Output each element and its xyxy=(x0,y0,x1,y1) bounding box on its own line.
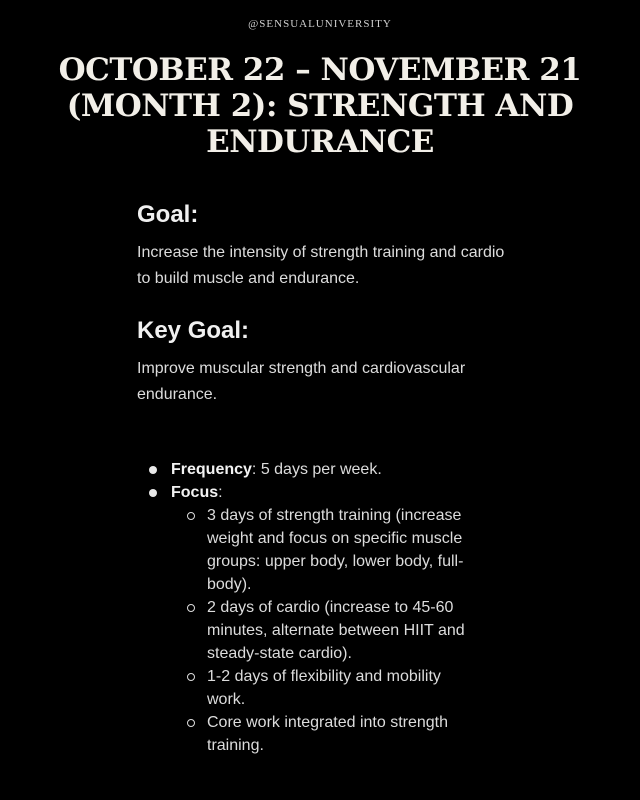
focus-item xyxy=(137,481,507,757)
goal-section xyxy=(137,200,507,292)
goal-heading: Goal: xyxy=(137,201,199,228)
focus-sub-item-text: 2 days of cardio (increase to 45-60 minutes, alternate between HIIT and steady-state cardio). xyxy=(207,599,465,662)
focus-sub-item xyxy=(171,504,471,596)
details-list xyxy=(137,458,507,757)
frequency-item xyxy=(137,458,507,481)
hollow-circle-bullet-icon xyxy=(187,719,195,727)
focus-sub-item-text: 1-2 days of flexibility and mobility work. xyxy=(207,668,441,708)
focus-sub-item-text: Core work integrated into strength training. xyxy=(207,714,449,754)
focus-sub-list xyxy=(171,504,471,757)
frequency-text: : 5 days per week. xyxy=(251,461,382,478)
bullet-dot-icon xyxy=(149,489,157,497)
focus-colon: : xyxy=(218,484,223,501)
title-line: OCTOBER 22 – NOVEMBER 21 xyxy=(58,52,582,88)
key-goal-heading: Key Goal: xyxy=(137,317,250,344)
account-handle: @SENSUALUNIVERSITY xyxy=(248,18,392,30)
title-line: ENDURANCE xyxy=(206,124,434,160)
key-goal-section xyxy=(137,316,507,408)
title-line: (MONTH 2): STRENGTH AND xyxy=(66,88,574,124)
focus-sub-item-text: 3 days of strength training (increase weight and focus on specific muscle groups: upper body, lower body, full-body). xyxy=(207,507,464,593)
page-title xyxy=(40,52,600,160)
key-goal-text: Improve muscular strength and cardiovascular endurance. xyxy=(137,360,466,403)
content-area xyxy=(137,200,507,757)
focus-sub-item xyxy=(171,665,471,711)
focus-sub-item xyxy=(171,711,471,757)
bullet-dot-icon xyxy=(149,466,157,474)
focus-label: Focus xyxy=(171,484,219,501)
hollow-circle-bullet-icon xyxy=(187,604,195,612)
frequency-label: Frequency xyxy=(171,461,252,478)
goal-text: Increase the intensity of strength training and cardio to build muscle and endurance. xyxy=(137,244,505,287)
hollow-circle-bullet-icon xyxy=(187,512,195,520)
hollow-circle-bullet-icon xyxy=(187,673,195,681)
focus-sub-item xyxy=(171,596,471,665)
